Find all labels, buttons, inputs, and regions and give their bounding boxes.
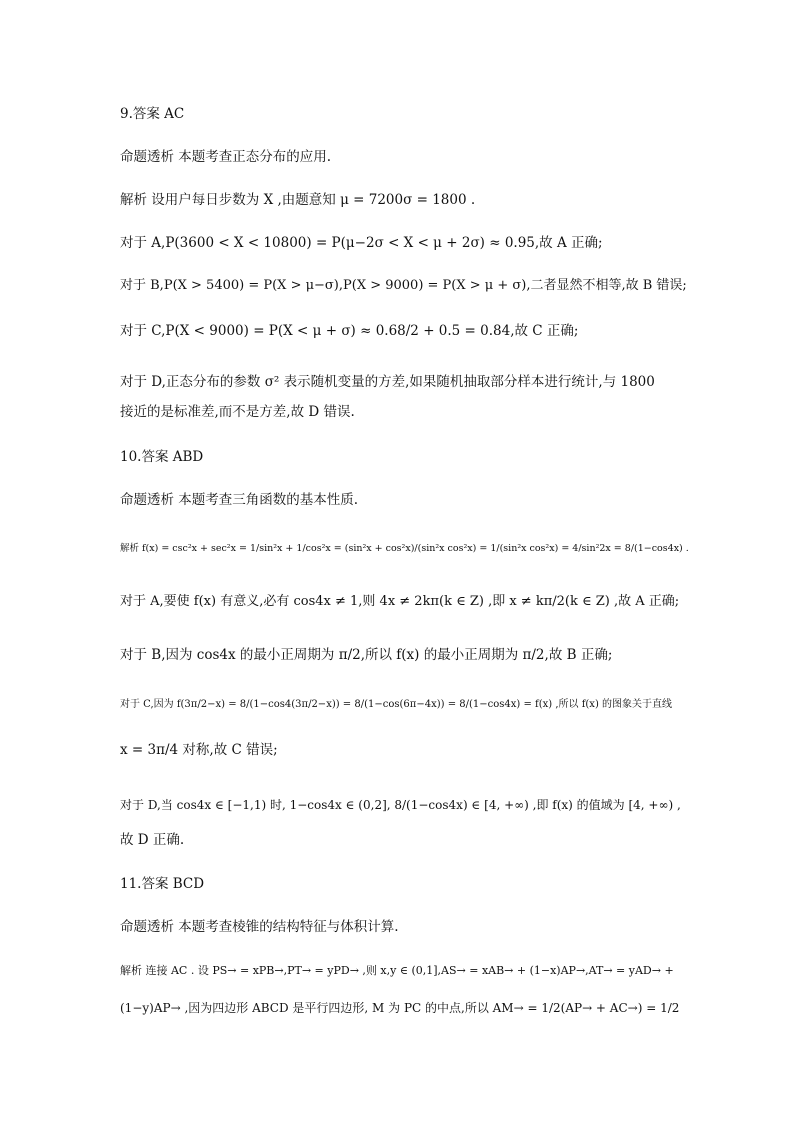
q9-analysis: 解析 设用户每日步数为 X ,由题意知 μ = 7200σ = 1800 . [120,192,476,208]
q9-option-d-line1: 对于 D,正态分布的参数 σ² 表示随机变量的方差,如果随机抽取部分样本进行统计,与 1800 [120,374,655,390]
q10-option-d-line2: 故 D 正确. [120,832,185,848]
q9-option-d-line2: 接近的是标准差,而不是方差,故 D 错误. [120,404,355,420]
q9-option-b: 对于 B,P(X > 5400) = P(X > μ−σ),P(X > 9000) = P(X > μ + σ),二者显然不相等,故 B 错误; [120,278,687,293]
q9-answer: 9.答案 AC [120,106,185,122]
q10-option-b: 对于 B,因为 cos4x 的最小正周期为 π/2,所以 f(x) 的最小正周期为 π/2,故 B 正确; [120,647,613,663]
q11-analysis-line1: 解析 连接 AC . 设 PS→ = xPB→,PT→ = yPD→ ,则 x,y ∈ (0,1],AS→ = xAB→ + (1−x)AP→,AT→ = yAD→ + [120,964,674,977]
q11-intent: 命题透析 本题考查棱锥的结构特征与体积计算. [120,919,399,935]
q9-option-a: 对于 A,P(3600 < X < 10800) = P(μ−2σ < X < μ + 2σ) ≈ 0.95,故 A 正确; [120,235,603,251]
q11-answer: 11.答案 BCD [120,876,205,892]
q10-option-c-line2: x = 3π/4 对称,故 C 错误; [120,742,278,758]
q9-intent: 命题透析 本题考查正态分布的应用. [120,149,332,165]
q10-answer: 10.答案 ABD [120,449,204,465]
q10-intent: 命题透析 本题考查三角函数的基本性质. [120,492,359,508]
q10-option-d-line1: 对于 D,当 cos4x ∈ [−1,1) 时, 1−cos4x ∈ (0,2], 8/(1−cos4x) ∈ [4, +∞) ,即 f(x) 的值域为 [4, +∞) , [120,798,681,812]
q9-option-c: 对于 C,P(X < 9000) = P(X < μ + σ) ≈ 0.68/2 + 0.5 = 0.84,故 C 正确; [120,323,579,339]
q10-option-c-line1: 对于 C,因为 f(3π/2−x) = 8/(1−cos4(3π/2−x)) = 8/(1−cos(6π−4x)) = 8/(1−cos4x) = f(x) ,所以 f(x) 的图象关于直线 [120,699,673,710]
q11-analysis-line2: (1−y)AP→ ,因为四边形 ABCD 是平行四边形, M 为 PC 的中点,所以 AM→ = 1/2(AP→ + AC→) = 1/2 [120,1001,680,1015]
q10-analysis: 解析 f(x) = csc²x + sec²x = 1/sin²x + 1/cos²x = (sin²x + cos²x)/(sin²x cos²x) = 1/(sin²x cos²x) = 4/sin²2x = 8/(1−cos4x) . [120,543,689,554]
q10-option-a: 对于 A,要使 f(x) 有意义,必有 cos4x ≠ 1,则 4x ≠ 2kπ(k ∈ Z) ,即 x ≠ kπ/2(k ∈ Z) ,故 A 正确; [120,594,680,609]
